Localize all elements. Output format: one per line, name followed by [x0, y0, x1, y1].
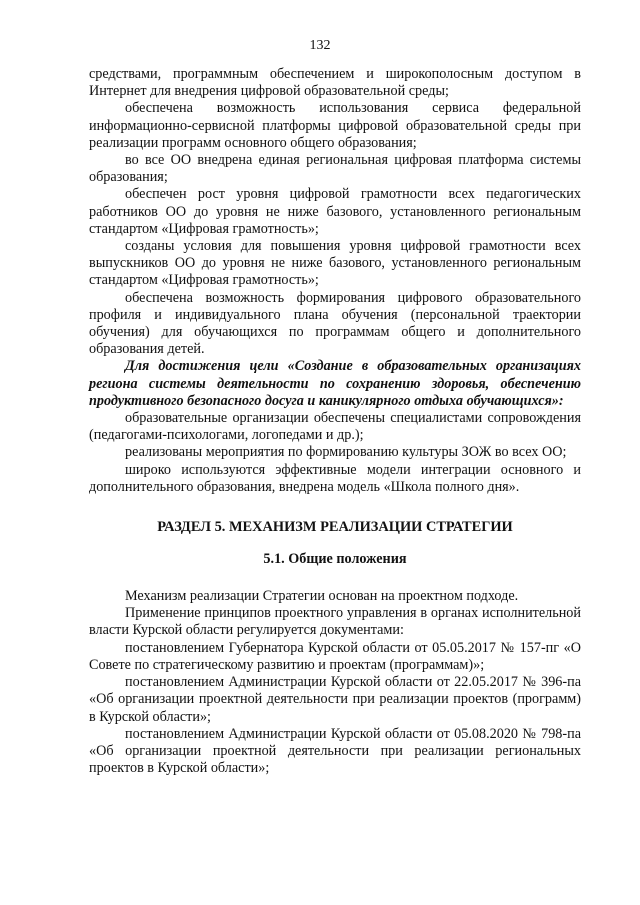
page-number: 132 — [309, 38, 331, 53]
paragraph: постановлением Администрации Курской области от 05.08.2020 № 798-па «Об организации проектной деятельности при реализации региональных проектов в Курской области»; — [89, 725, 581, 777]
body-text-bottom — [89, 588, 581, 777]
paragraph: постановлением Администрации Курской области от 22.05.2017 № 396-па «Об организации проектной деятельности при реализации проектов (программ) в Курской области»; — [89, 674, 581, 725]
paragraph: обеспечена возможность формирования цифрового образовательного профиля и индивидуального плана обучения (персональной траектории обучения) для обучающихся по программам общего и дополнительного образования детей. — [89, 289, 581, 358]
paragraph: Механизм реализации Стратегии основан на проектном подходе. — [125, 588, 519, 605]
subsection-title: 5.1. Общие положения — [263, 551, 407, 568]
paragraph: во все ОО внедрена единая региональная цифровая платформа системы образования; — [89, 152, 581, 186]
section-title: РАЗДЕЛ 5. МЕХАНИЗМ РЕАЛИЗАЦИИ СТРАТЕГИИ — [157, 519, 513, 536]
paragraph: образовательные организации обеспечены специалистами сопровождения (педагогами-психологами, логопедами и др.); — [89, 410, 581, 444]
body-text-top — [89, 66, 581, 496]
paragraph: постановлением Губернатора Курской области от 05.05.2017 № 157-пг «О Совете по стратегическому развитию и проектам (программам)»; — [89, 639, 581, 673]
paragraph: Применение принципов проектного управления в органах исполнительной власти Курской области регулируется документами: — [89, 605, 581, 639]
paragraph: обеспечена возможность использования сервиса федеральной информационно-сервисной платформы цифровой образовательной среды при реализации программ основного общего образования; — [89, 100, 581, 151]
paragraph: Для достижения цели «Создание в образовательных организациях региона системы деятельности по сохранению здоровья, обеспечению продуктивного безопасного досуга и каникулярного отдыха обучающихся»: — [89, 358, 581, 409]
paragraph: созданы условия для повышения уровня цифровой грамотности всех выпускников ОО до уровня не ниже базового, установленного региональным стандартом «Цифровая грамотность»; — [89, 238, 581, 289]
paragraph: реализованы мероприятия по формированию культуры ЗОЖ во всех ОО; — [125, 444, 567, 461]
paragraph: широко используются эффективные модели интеграции основного и дополнительного образования, внедрена модель «Школа полного дня». — [89, 461, 581, 495]
paragraph: средствами, программным обеспечением и широкополосным доступом в Интернет для внедрения цифровой образовательной среды; — [89, 66, 581, 100]
paragraph: обеспечен рост уровня цифровой грамотности всех педагогических работников ОО до уровня не ниже базового, установленного региональным стандартом «Цифровая грамотность»; — [89, 186, 581, 237]
page-content — [89, 66, 581, 777]
